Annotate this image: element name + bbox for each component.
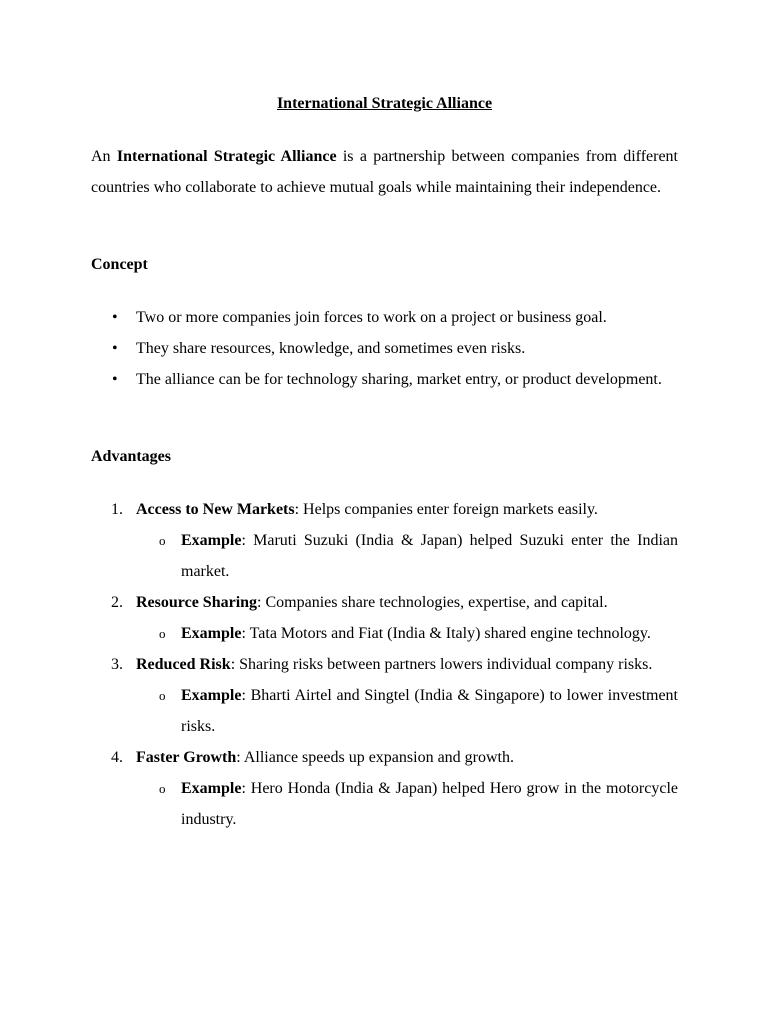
bullet-icon: • — [112, 371, 118, 388]
advantage-item — [91, 649, 678, 742]
circle-bullet-icon: o — [159, 533, 166, 548]
item-number: 2. — [111, 594, 123, 611]
example-item — [136, 618, 678, 649]
list-item — [91, 302, 678, 333]
example-text: : Maruti Suzuki (India & Japan) helped Suzuki enter the Indian market. — [181, 532, 678, 580]
advantage-term: Reduced Risk — [136, 656, 231, 673]
advantages-list — [91, 494, 678, 835]
circle-bullet-icon: o — [159, 688, 166, 703]
advantage-item — [91, 742, 678, 835]
bullet-icon: • — [112, 340, 118, 357]
bullet-icon: • — [112, 309, 118, 326]
example-text: : Hero Honda (India & Japan) helped Hero grow in the motorcycle industry. — [181, 780, 678, 828]
example-label: Example — [181, 687, 242, 704]
circle-bullet-icon: o — [159, 626, 166, 641]
advantage-desc: : Helps companies enter foreign markets easily. — [294, 501, 598, 518]
intro-term: International Strategic Alliance — [116, 148, 337, 165]
advantage-text — [136, 494, 678, 525]
concept-list — [91, 302, 678, 395]
intro-prefix: An — [91, 148, 117, 165]
list-item-text: The alliance can be for technology sharing, market entry, or product development. — [136, 371, 662, 388]
concept-heading: Concept — [91, 256, 148, 273]
advantage-text — [136, 649, 678, 680]
intro-rest: is a partnership between companies from different countries who collaborate to achieve mutual goals while maintaining their independence. — [91, 148, 678, 196]
example-item — [136, 680, 678, 742]
list-item — [91, 333, 678, 364]
advantage-text — [136, 742, 678, 773]
advantages-heading: Advantages — [91, 448, 172, 465]
advantage-item — [91, 494, 678, 587]
advantage-term: Faster Growth — [136, 749, 237, 766]
example-label: Example — [181, 625, 242, 642]
advantage-item — [91, 587, 678, 649]
item-number: 1. — [111, 501, 123, 518]
advantage-text — [136, 587, 678, 618]
item-number: 4. — [111, 749, 123, 766]
list-item-text: They share resources, knowledge, and sometimes even risks. — [136, 340, 526, 357]
example-label: Example — [181, 780, 242, 797]
document-title: International Strategic Alliance — [276, 95, 493, 112]
circle-bullet-icon: o — [159, 781, 166, 796]
example-text: : Tata Motors and Fiat (India & Italy) shared engine technology. — [241, 625, 651, 642]
example-label: Example — [181, 532, 242, 549]
list-item — [91, 364, 678, 395]
advantage-desc: : Sharing risks between partners lowers individual company risks. — [230, 656, 653, 673]
example-text: : Bharti Airtel and Singtel (India & Singapore) to lower investment risks. — [181, 687, 678, 735]
advantage-term: Access to New Markets — [136, 501, 295, 518]
advantage-desc: : Alliance speeds up expansion and growth. — [236, 749, 514, 766]
list-item-text: Two or more companies join forces to work on a project or business goal. — [136, 309, 607, 326]
intro-paragraph — [91, 141, 678, 203]
advantage-desc: : Companies share technologies, expertise, and capital. — [257, 594, 608, 611]
item-number: 3. — [111, 656, 123, 673]
advantage-term: Resource Sharing — [136, 594, 258, 611]
example-item — [136, 773, 678, 835]
example-item — [136, 525, 678, 587]
